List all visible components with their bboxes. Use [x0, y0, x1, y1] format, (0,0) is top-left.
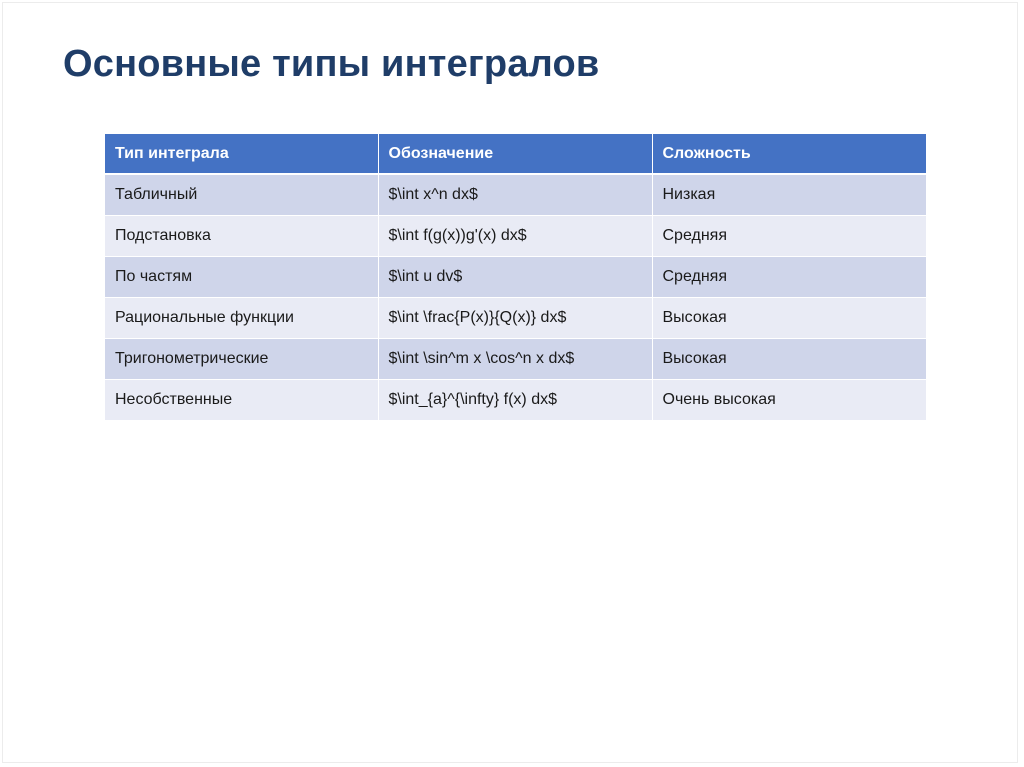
- cell-complexity: Высокая: [652, 338, 926, 379]
- header-complexity: Сложность: [652, 134, 926, 174]
- cell-type: По частям: [105, 256, 378, 297]
- cell-notation: $\int_{a}^{\infty} f(x) dx$: [378, 379, 652, 420]
- slide: [2, 2, 1018, 763]
- cell-type: Подстановка: [105, 215, 378, 256]
- cell-type: Рациональные функции: [105, 297, 378, 338]
- cell-type: Табличный: [105, 174, 378, 215]
- cell-notation: $\int u dv$: [378, 256, 652, 297]
- table-row: [105, 256, 926, 297]
- table-row: [105, 379, 926, 420]
- table-row: [105, 174, 926, 215]
- slide-title: Основные типы интегралов: [63, 43, 600, 85]
- table-row: [105, 215, 926, 256]
- cell-complexity: Высокая: [652, 297, 926, 338]
- cell-complexity: Низкая: [652, 174, 926, 215]
- table-row: [105, 297, 926, 338]
- cell-notation: $\int x^n dx$: [378, 174, 652, 215]
- cell-notation: $\int \frac{P(x)}{Q(x)} dx$: [378, 297, 652, 338]
- cell-type: Тригонометрические: [105, 338, 378, 379]
- header-type: Тип интеграла: [105, 134, 378, 174]
- table-row: [105, 338, 926, 379]
- cell-complexity: Средняя: [652, 256, 926, 297]
- cell-type: Несобственные: [105, 379, 378, 420]
- cell-notation: $\int \sin^m x \cos^n x dx$: [378, 338, 652, 379]
- integral-types-table: [105, 134, 926, 421]
- header-notation: Обозначение: [378, 134, 652, 174]
- cell-complexity: Средняя: [652, 215, 926, 256]
- cell-complexity: Очень высокая: [652, 379, 926, 420]
- table-header-row: [105, 134, 926, 174]
- cell-notation: $\int f(g(x))g'(x) dx$: [378, 215, 652, 256]
